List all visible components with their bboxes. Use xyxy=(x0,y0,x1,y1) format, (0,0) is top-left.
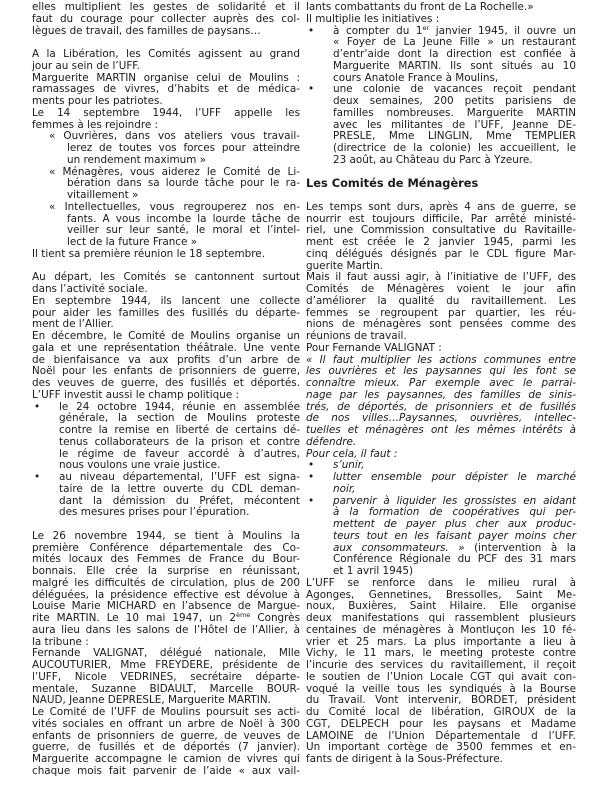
text-line: femmes à les rejoindre : xyxy=(32,118,159,131)
paragraph-rural xyxy=(306,578,576,766)
text-line: Pour cela, il faut : xyxy=(306,447,398,460)
text-line: et 1 avril 1945) xyxy=(333,565,414,577)
text-line: Conférence Régionale du PCF des 31 mars xyxy=(333,553,576,566)
text-line: trés, de déportés, de prisonniers et de fusillés xyxy=(306,400,576,413)
text-line: (directrice de la colonie) les accueillent, le xyxy=(333,142,576,154)
text-line xyxy=(32,613,300,625)
text-line: Noël pour les enfants de prisonniers de guerre, xyxy=(32,365,300,378)
citation-span: (intervention à la xyxy=(464,541,577,554)
text-line: « Il faut multiplier les actions communes entre xyxy=(306,353,576,366)
text-line: L’UFF investit aussi le champ politique : xyxy=(32,388,240,401)
paragraph-liberation xyxy=(32,49,300,261)
text-line: guerre, de fusillés et de déportés (7 janvier). xyxy=(32,741,300,754)
text-line: veiller sur leur santé, le moral et l’intel- xyxy=(67,224,300,237)
text-line: A la Libération, les Comités agissent au grand xyxy=(32,48,300,60)
bullet-item-colonie xyxy=(306,84,576,166)
text-line: lerez de toutes vos forces pour atteindre xyxy=(67,142,300,154)
text-line: vrier et 25 mars. La plus importante a lieu à xyxy=(306,635,576,648)
quote-bullet-lutter xyxy=(306,472,576,496)
right-column xyxy=(306,2,576,766)
text-line: avec les militantes de l’UFF, Jeanne DE- xyxy=(333,118,576,131)
quote-valignat xyxy=(306,355,576,578)
spacer xyxy=(306,190,576,202)
text-line: dant la démission du Préfet, mécontent xyxy=(59,494,300,507)
quote-bullet-unir: • s’unir, xyxy=(306,460,576,472)
text-line: fants de dirigent à la Sous-Préfecture. xyxy=(306,753,503,765)
text-line: du Travail. Vont intervenir, BORDET, président xyxy=(306,694,576,707)
quote-bullet-parvenir xyxy=(306,496,576,578)
text-line: Il tient sa première réunion le 18 septembre. xyxy=(32,247,265,260)
text-line: Fernande VALIGNAT, délégué nationale, Mlle xyxy=(32,647,300,660)
text-line: • au niveau départemental, l’UFF est signa- xyxy=(32,472,300,484)
text-line: « Intellectuelles, vous regrouperez nos en- xyxy=(49,200,300,213)
text-line: deux semaines, 200 petits parisiens de xyxy=(333,95,576,107)
text-line: deux manifestations qui rassemblent plusieurs xyxy=(306,612,576,624)
text-line: d’entr’aide dont la direction est confiée à xyxy=(333,48,576,60)
text-line: cours Anatole France à Moulins, xyxy=(333,71,499,84)
text-line: contre la remise en liberté de certains dé- xyxy=(59,424,300,436)
text-line: centaines de ménagères à Montluçon les 10 fé- xyxy=(306,623,576,636)
text-line: Vichy, le 11 mars, le meeting proteste contre xyxy=(306,647,576,660)
text-line: générale, la section de Moulins proteste xyxy=(59,412,300,425)
left-column xyxy=(32,2,300,778)
text-line: bonnais. Elle crée la surprise en réunissant, xyxy=(32,565,300,577)
text-line: ment de l’Allier. xyxy=(32,318,114,331)
text-line: Louise Marie MICHARD en l’absence de Margue- xyxy=(32,600,300,613)
text-line: mentale, Suzanne BIDAULT, Marcelle BOUR- xyxy=(32,682,300,695)
text-line: à la formation de coopératives qui per- xyxy=(333,506,576,519)
text-line: le soutien de l’Union Locale CGT qui avait con- xyxy=(306,670,576,683)
text-line: • parvenir à liquider les grossistes en aidant xyxy=(306,496,576,508)
text-line: femmes se regroupent par quartier, les réu- xyxy=(306,306,576,319)
text-line: connaître mieux. Par exemple avec le parrai- xyxy=(306,377,576,389)
text-line: nous voulons une vraie justice. xyxy=(59,459,221,472)
text-line: déléguées, la présidence effective est dévolue à xyxy=(32,588,300,601)
text-span: rite MARTIN. Le 10 mai 1947, un 2 xyxy=(32,612,236,624)
paragraph-solidarity xyxy=(32,2,300,37)
bullet-item-foyer xyxy=(306,23,576,85)
text-span: janvier 1945, il ouvre un xyxy=(429,24,576,37)
text-line: voqué la veille tous les syndiqués à la Bourse xyxy=(306,682,576,695)
text-line: AUCOUTURIER, Mme FREYDERE, présidente de xyxy=(32,659,300,671)
section-heading: Les Comités de Ménagères xyxy=(306,176,479,191)
text-line: Marguerite MARTIN organise celui de Moulins : xyxy=(32,71,300,84)
text-line: CGT, DELPECH pour les paysans et Madame xyxy=(306,717,576,730)
text-line: « Ménagères, vous aiderez le Comité de Li- xyxy=(49,165,300,178)
text-line: fants. A vous incombe la lourde tâche de xyxy=(67,212,300,225)
text-line: faut du courage pour collecter auprès des col- xyxy=(32,12,300,25)
text-line: NAUD, Jeanne DEPRESLE, Marguerite MARTIN. xyxy=(32,694,271,707)
text-line: nourrir est toujours difficile, Par arrêté ministé- xyxy=(306,212,576,225)
text-line: Agonges, Gennetines, Bressolles, Saint Me- xyxy=(306,588,576,601)
text-line: réunions de travail. xyxy=(306,330,407,342)
superscript: er xyxy=(422,23,430,32)
text-line: « Ouvrières, dans vos ateliers vous travail- xyxy=(49,130,300,143)
text-line: un rendement maximum » xyxy=(67,153,206,166)
text-line: Comités de Ménagères voient le jour afin xyxy=(306,283,576,295)
text-line: lants combattants du front de La Rochelle.» xyxy=(306,1,534,13)
text-line: le régime de faveur accordé à d’autres, xyxy=(59,447,300,460)
text-line: LAMOINE de l’Union Départementale d l’UFF. xyxy=(306,729,576,742)
text-line: l’incurie des services du ravitaillement, il reçoit xyxy=(306,659,576,671)
text-line: 23 août, au Château du Parc à Yzeure. xyxy=(333,153,533,166)
text-line: nions de ménagères sont pensées comme des xyxy=(306,318,576,331)
text-line: • le 24 octobre 1944, réunie en assemblée xyxy=(32,402,300,414)
text-line: défendre. xyxy=(306,435,357,448)
text-line: noir, xyxy=(333,482,356,495)
text-line: dans l’activité sociale. xyxy=(32,283,148,295)
text-line: Mais il faut aussi agir, à l’initiative de l’UFF, des xyxy=(306,271,576,284)
text-line: nage par les paysannes, des familles de sinis- xyxy=(306,388,576,401)
text-line: teurs tout en les faisant payer moins cher xyxy=(333,529,576,542)
text-line: pour aider les familles des fusillés du départe- xyxy=(32,306,300,319)
text-line: d’améliorer la qualité du ravitaillement. Les xyxy=(306,294,576,307)
text-line: Pour Fernande VALIGNAT : xyxy=(306,341,442,354)
text-line: du Comité local de libération, GIROUX de la xyxy=(306,706,576,718)
spacer xyxy=(32,519,300,531)
text-line: Le Comité de l’UFF de Moulins poursuit ses acti- xyxy=(32,706,300,718)
text-line: des mesures prises pour l’épuration. xyxy=(59,506,250,519)
text-line: de bienfaisance va aux profits d’un arbre de xyxy=(32,353,300,366)
text-line: lect de la future France » xyxy=(67,236,198,248)
text-line: noux, Buxières, Saint Hilaire. Elle organise xyxy=(306,600,576,613)
bullet-item-departemental xyxy=(32,472,300,519)
text-line: ments pour les patriotes. xyxy=(32,95,163,107)
text-line: Les temps sont durs, après 4 ans de guerre, se xyxy=(306,200,576,213)
quote-intellectuelles xyxy=(32,202,300,249)
text-line: • une colonie de vacances reçoit pendant xyxy=(306,84,576,96)
text-line: malgré les difficultés de circulation, plus de 200 xyxy=(32,576,300,589)
text-span: Congrès xyxy=(250,612,300,624)
text-line: elles multiplient les gestes de solidarité et il xyxy=(32,1,300,13)
text-line: tuelles et ménagères ont les mêmes intérêts à xyxy=(306,424,576,436)
text-line: cinq délégués désignés par le CDL figure Mar- xyxy=(306,247,576,260)
paragraph-social xyxy=(32,272,300,519)
text-line: Un important cortège de 3500 femmes et en- xyxy=(306,741,576,754)
superscript: ème xyxy=(235,611,251,619)
text-line: PRESLE, Mme LINGLIN, Mme TEMPLIER xyxy=(333,130,576,143)
text-line: la tribune : xyxy=(32,635,89,648)
text-line: Il multiplie les initiatives : xyxy=(306,12,440,25)
quote-ouvrieres xyxy=(32,131,300,166)
text-line: les ouvrières et les paysannes qui les font se xyxy=(306,365,576,378)
text-span: aux consommateurs. » xyxy=(333,541,465,554)
text-span: à compter du 1 xyxy=(333,24,423,37)
text-line: Au départ, les Comités se cantonnent surtout xyxy=(32,271,300,284)
text-line: mités locaux des Femmes de France du Bour- xyxy=(32,553,300,566)
text-line: tenus collaborateurs de la prison et contre xyxy=(59,435,300,448)
text-line: familles nombreuses. Marguerite MARTIN xyxy=(333,106,576,119)
text-line: vitaillement » xyxy=(67,189,139,201)
text-line: Le 14 septembre 1944, l’UFF appelle les xyxy=(32,106,300,119)
text-line: vités sociales en offrant un arbre de Noël à 300 xyxy=(32,717,300,730)
text-line: bération dans sa lourde tâche pour le ra- xyxy=(67,177,300,190)
text-line: riel, une Commission consultative du Ravitaille- xyxy=(306,224,576,237)
bullet-item-octobre xyxy=(32,402,300,473)
text-line: Marguerite MARTIN. Ils sont situés au 10 xyxy=(333,59,576,72)
text-line: de nos villes…Paysannes, ouvrières, intellec- xyxy=(306,412,576,425)
quote-menageres xyxy=(32,167,300,202)
text-line: ramassages de vivres, d’habits et de médica- xyxy=(32,83,300,96)
text-line: aura lieu dans les salons de l’Hôtel de l’Allier, à xyxy=(32,623,300,636)
text-line: des veuves de guerre, des fusillés et déportés. xyxy=(32,377,300,389)
text-line: En décembre, le Comité de Moulins organise un xyxy=(32,330,300,342)
text-line: l’UFF, Nicole VEDRINES, secrétaire départe- xyxy=(32,670,300,683)
text-line: jour au sein de l’UFF. xyxy=(32,59,140,72)
text-line: « Foyer de La Jeune Fille » un restaurant xyxy=(333,36,576,49)
text-line: gala et une représentation théâtrale. Une vente xyxy=(32,341,300,354)
text-line: guerite Martin. xyxy=(306,259,383,272)
text-line: première Conférence départementale des Co- xyxy=(32,541,300,554)
text-line: lègues de travail, des familles de paysans… xyxy=(32,24,261,37)
text-line: taire de la lettre ouverte du CDL deman- xyxy=(59,482,300,495)
text-line: ment est créée le 2 janvier 1945, parmi les xyxy=(306,236,576,248)
text-line: mettent de payer plus cher aux produc- xyxy=(333,518,576,530)
text-line: En septembre 1944, ils lancent une collecte xyxy=(32,294,300,307)
text-line: Le 26 novembre 1944, se tient à Moulins la xyxy=(32,529,300,542)
text-line: chaque mois fait parvenir de l’aide « aux vail- xyxy=(32,764,300,777)
paragraph-initiatives xyxy=(306,2,576,167)
paragraph-menageres xyxy=(306,202,576,355)
text-line: L’UFF se renforce dans le milieu rural à xyxy=(306,576,576,589)
text-line: enfants de prisonniers de guerre, de veuves de xyxy=(32,729,300,742)
text-line: Marguerite accompagne le camion de vivres qui xyxy=(32,753,300,765)
paragraph-conference xyxy=(32,531,300,778)
text-line: • lutter ensemble pour dépister le marché xyxy=(306,472,576,484)
